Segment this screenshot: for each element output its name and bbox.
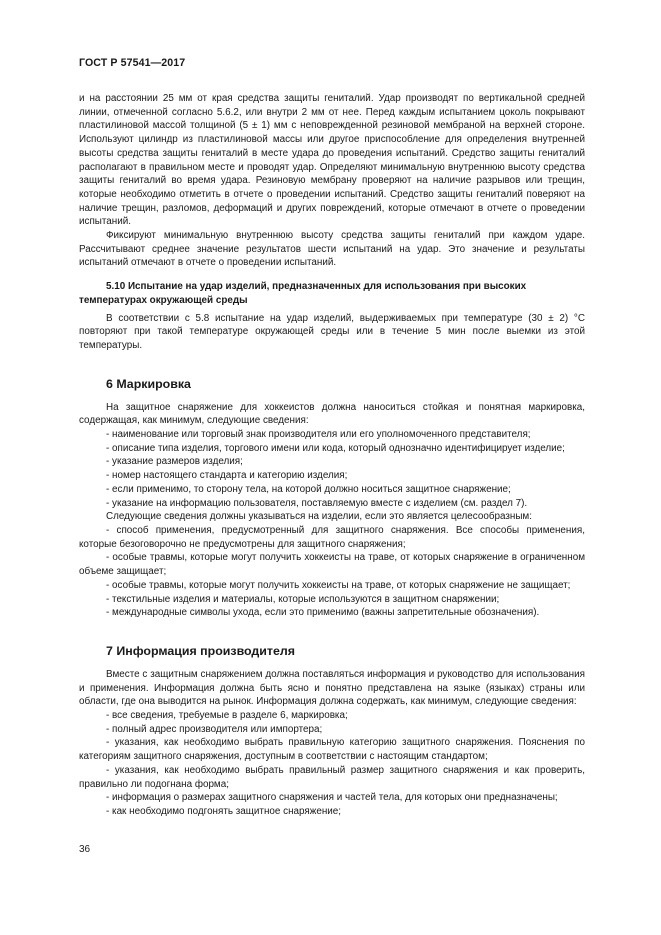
standard-header: ГОСТ Р 57541—2017 <box>79 57 186 69</box>
paragraph-impact-test: и на расстоянии 25 мм от края средства защиты гениталий. Удар производят по вертикальной средней линии, отмеченной согласно 5.6.2, или внутри 2 мм от нее. Перед каждым испытанием цоколь покрывают пластилиновой массой толщиной (5 ± 1) мм с неповрежденной резиновой мембраной на верхней стороне. Используют цилиндр из пластилиновой массы или другое приспособление для определения внутренней высоты средства защиты гениталий в месте удара до проведения испытаний. Средство защиты гениталий располагают в правильном месте и проводят удар. Определяют минимальную внутреннюю высоту средства защиты гениталий во время удара. Резиновую мембрану проверяют на наличие разрывов или трещин, которые необходимо отметить в отчете о проведении испытаний. Средство защиты гениталий поверяют на наличие трещин, разломов, деформаций и других повреждений, которые отмечают в отчете о проведении испытаний. <box>79 93 585 228</box>
list-item: - описание типа изделия, торгового имени или кода, который однозначно идентифицирует изделие; <box>106 442 565 454</box>
list-item: - международные символы ухода, если это применимо (важны запретительные обозначения). <box>106 607 540 619</box>
section-5-10-title-line2: температурах окружающей среды <box>79 294 248 306</box>
paragraph-min-height: Фиксируют минимальную внутреннюю высоту средства защиты гениталий при каждом ударе. Рассчитывают среднее значение результатов шести испытаний на удар. Это значение и результаты испытаний отмечают в отчете о проведении испытаний. <box>79 230 585 269</box>
list-item: - если применимо, то сторону тела, на которой должно носиться защитное снаряжение; <box>106 483 511 495</box>
list-item: - номер настоящего стандарта и категорию изделия; <box>106 470 348 482</box>
section-5-10-title <box>79 280 585 307</box>
page-content <box>79 92 585 819</box>
section-5-10-title-line1: 5.10 Испытание на удар изделий, предназначенных для использования при высоких <box>106 281 527 293</box>
list-item: - указания, как необходимо выбрать правильный размер защитного снаряжения и как проверить, правильно ли подогнана форма; <box>79 764 585 790</box>
section-6-intro-2: Следующие сведения должны указываться на изделии, если это является целесообразным: <box>106 511 532 523</box>
list-item: - указание на информацию пользователя, поставляемую вместе с изделием (см. раздел 7). <box>106 497 528 509</box>
list-item: - текстильные изделия и материалы, которые используются в защитном снаряжении; <box>106 593 500 605</box>
list-item: - особые травмы, которые могут получить хоккеисты на траве, от которых снаряжение в ограниченном объеме защищает; <box>79 552 585 578</box>
list-item: - полный адрес производителя или импортера; <box>106 723 323 735</box>
section-5-10-text: В соответствии с 5.8 испытание на удар изделий, выдерживаемых при температуре (30 ± 2) °С повторяют при такой температуре окружающей среды или в течение 5 мин после выемки из этой температуры. <box>79 312 585 351</box>
section-7-heading: 7 Информация производителя <box>106 643 295 658</box>
section-7-intro: Вместе с защитным снаряжением должна поставляться информация и руководство для использования и применения. Информация должна быть ясно и понятно представлена на языке (языках) страны или области, где она выводится на рынок. Информация должна содержать, как минимум, следующие сведения: <box>79 668 585 708</box>
list-item: - способ применения, предусмотренный для защитного снаряжения. Все способы применения, которые безоговорочно не предусмотрены для защитного снаряжения; <box>79 524 585 550</box>
list-item: - информация о размерах защитного снаряжения и частей тела, для которых они предназначены; <box>106 792 558 804</box>
list-item: - все сведения, требуемые в разделе 6, маркировка; <box>106 710 348 722</box>
section-6-heading: 6 Маркировка <box>106 376 191 391</box>
list-item: - наименование или торговый знак производителя или его уполномоченного представителя; <box>106 429 531 441</box>
list-item: - как необходимо подгонять защитное снаряжение; <box>106 805 342 817</box>
page-number: 36 <box>79 844 91 855</box>
list-item: - указания, как необходимо выбрать правильную категорию защитного снаряжения. Пояснения по категориям защитного снаряжения, доступным в соответствии с настоящим стандартом; <box>79 737 585 763</box>
list-item: - особые травмы, которые могут получить хоккеисты на траве, от которых снаряжение не защищает; <box>106 579 571 591</box>
section-6-intro: На защитное снаряжение для хоккеистов должна наноситься стойкая и понятная маркировка, содержащая, как минимум, следующие сведения: <box>79 401 585 427</box>
list-item: - указание размеров изделия; <box>106 456 243 468</box>
